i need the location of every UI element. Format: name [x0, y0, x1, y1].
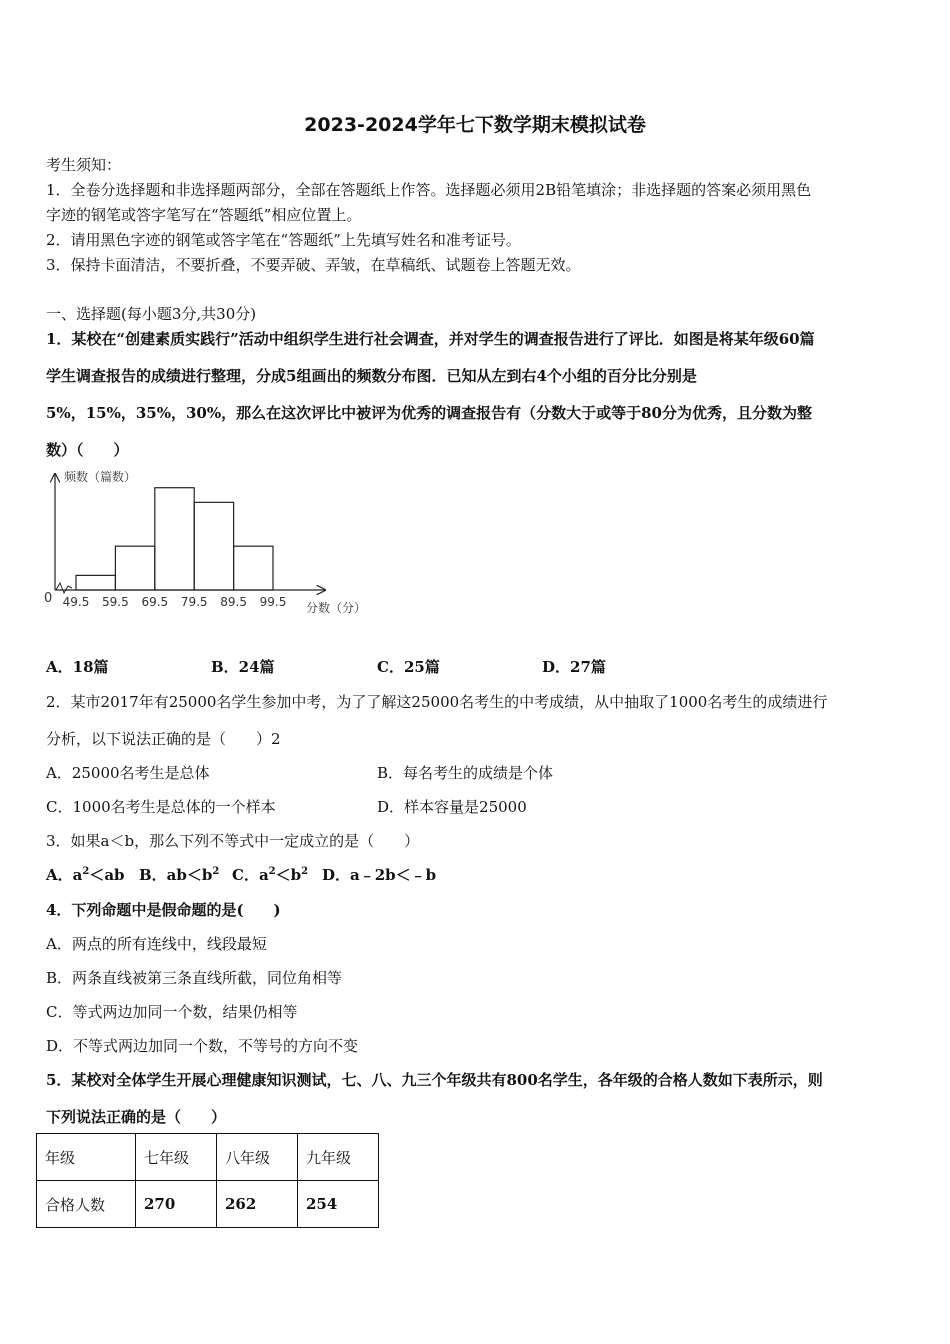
notice-item: 3．保持卡面清洁，不要折叠，不要弄破、弄皱，在草稿纸、试题卷上答题无效。: [46, 256, 581, 274]
x-tick-label: 99.5: [259, 595, 287, 609]
table-cell: 262: [217, 1181, 298, 1228]
histogram-chart: [30, 462, 390, 622]
option-c[interactable]: C．25篇: [377, 658, 440, 676]
option-a[interactable]: [46, 864, 125, 885]
superscript: 2: [301, 866, 309, 877]
question-text: 1．某校在“创建素质实践行”活动中组织学生进行社会调查，并对学生的调查报告进行了评比．如图是将某年级60篇: [46, 330, 815, 348]
option-b[interactable]: B．两条直线被第三条直线所截，同位角相等: [46, 969, 343, 987]
option-d[interactable]: D．不等式两边加同一个数，不等号的方向不变: [46, 1037, 359, 1055]
option-text: C．a: [232, 866, 269, 884]
section-heading: 一、选择题(每小题3分,共30分): [46, 305, 257, 323]
table-cell: 八年级: [217, 1134, 298, 1181]
option-c[interactable]: [232, 864, 308, 885]
table-cell: 七年级: [136, 1134, 217, 1181]
histogram-bar: [76, 575, 115, 590]
option-c[interactable]: C．1000名考生是总体的一个样本: [46, 798, 276, 816]
option-text: ＜b: [275, 866, 302, 884]
option-d[interactable]: D．a﹣2b＜﹣b: [322, 866, 437, 884]
x-tick-label: 49.5: [62, 595, 90, 609]
question-text: 5%，15%，35%，30%，那么在这次评比中被评为优秀的调查报告有（分数大于或等于80分为优秀，且分数为整: [46, 404, 812, 422]
histogram-bar: [194, 502, 233, 590]
option-text: B．ab＜b: [139, 866, 213, 884]
grade-table: [36, 1133, 379, 1228]
notice-item: 2．请用黑色字迹的钢笔或答字笔在“答题纸”上先填写姓名和准考证号。: [46, 231, 521, 249]
table-row: [37, 1181, 379, 1228]
notice-item: 字迹的钢笔或答字笔写在“答题纸”相应位置上。: [46, 206, 362, 224]
question-text: 2．某市2017年有25000名学生参加中考，为了了解这25000名考生的中考成绩，从中抽取了1000名考生的成绩进行: [46, 693, 828, 711]
x-tick-label: 89.5: [220, 595, 247, 609]
x-tick-label: 79.5: [180, 595, 208, 609]
option-text: A．a: [46, 866, 83, 884]
page-title: 2023-2024学年七下数学期末模拟试卷: [304, 114, 646, 136]
question-text: 3．如果a＜b，那么下列不等式中一定成立的是（ ）: [46, 832, 420, 850]
histogram-bar: [234, 546, 273, 590]
option-b[interactable]: [139, 864, 219, 885]
question-text: 5．某校对全体学生开展心理健康知识测试，七、八、九三个年级共有800名学生，各年级的合格人数如下表所示，则: [46, 1071, 823, 1089]
table-cell: 254: [298, 1181, 379, 1228]
superscript: 2: [82, 866, 90, 877]
table-cell: 年级: [37, 1134, 136, 1181]
x-tick-label: 59.5: [102, 595, 129, 609]
question-text: 下列说法正确的是（ ）: [46, 1108, 227, 1126]
table-header-row: [37, 1134, 379, 1181]
axis-break-icon: [56, 583, 72, 593]
question-text: 分析，以下说法正确的是（ ）2: [46, 730, 281, 748]
option-a[interactable]: A．25000名考生是总体: [46, 764, 210, 782]
question-text: 4．下列命题中是假命题的是( ): [46, 901, 281, 919]
notice-heading: 考生须知：: [46, 156, 122, 174]
option-d[interactable]: D．27篇: [542, 658, 606, 676]
option-c[interactable]: C．等式两边加同一个数，结果仍相等: [46, 1003, 298, 1021]
superscript: 2: [212, 866, 220, 877]
y-axis-label: 频数（篇数）: [64, 470, 137, 484]
table-cell: 合格人数: [37, 1181, 136, 1228]
notice-item: 1．全卷分选择题和非选择题两部分，全部在答题纸上作答。选择题必须用2B铅笔填涂；非选择题的答案必须用黑色: [46, 181, 812, 199]
option-a[interactable]: A．两点的所有连线中，线段最短: [46, 935, 267, 953]
option-text: ＜ab: [89, 866, 125, 884]
histogram-bar: [155, 488, 194, 590]
x-axis-label: 分数（分）: [306, 601, 367, 615]
x-tick-label: 69.5: [141, 595, 169, 609]
option-b[interactable]: B．每名考生的成绩是个体: [377, 764, 554, 782]
table-cell: 270: [136, 1181, 217, 1228]
option-b[interactable]: B．24篇: [211, 658, 275, 676]
question-text: 数）（ ）: [46, 441, 129, 459]
origin-label: 0: [44, 591, 53, 606]
histogram-bar: [115, 546, 154, 590]
option-d[interactable]: D．样本容量是25000: [377, 798, 527, 816]
superscript: 2: [268, 866, 276, 877]
table-cell: 九年级: [298, 1134, 379, 1181]
option-a[interactable]: A．18篇: [46, 658, 109, 676]
question-text: 学生调查报告的成绩进行整理，分成5组画出的频数分布图．已知从左到右4个小组的百分比分别是: [46, 367, 697, 385]
